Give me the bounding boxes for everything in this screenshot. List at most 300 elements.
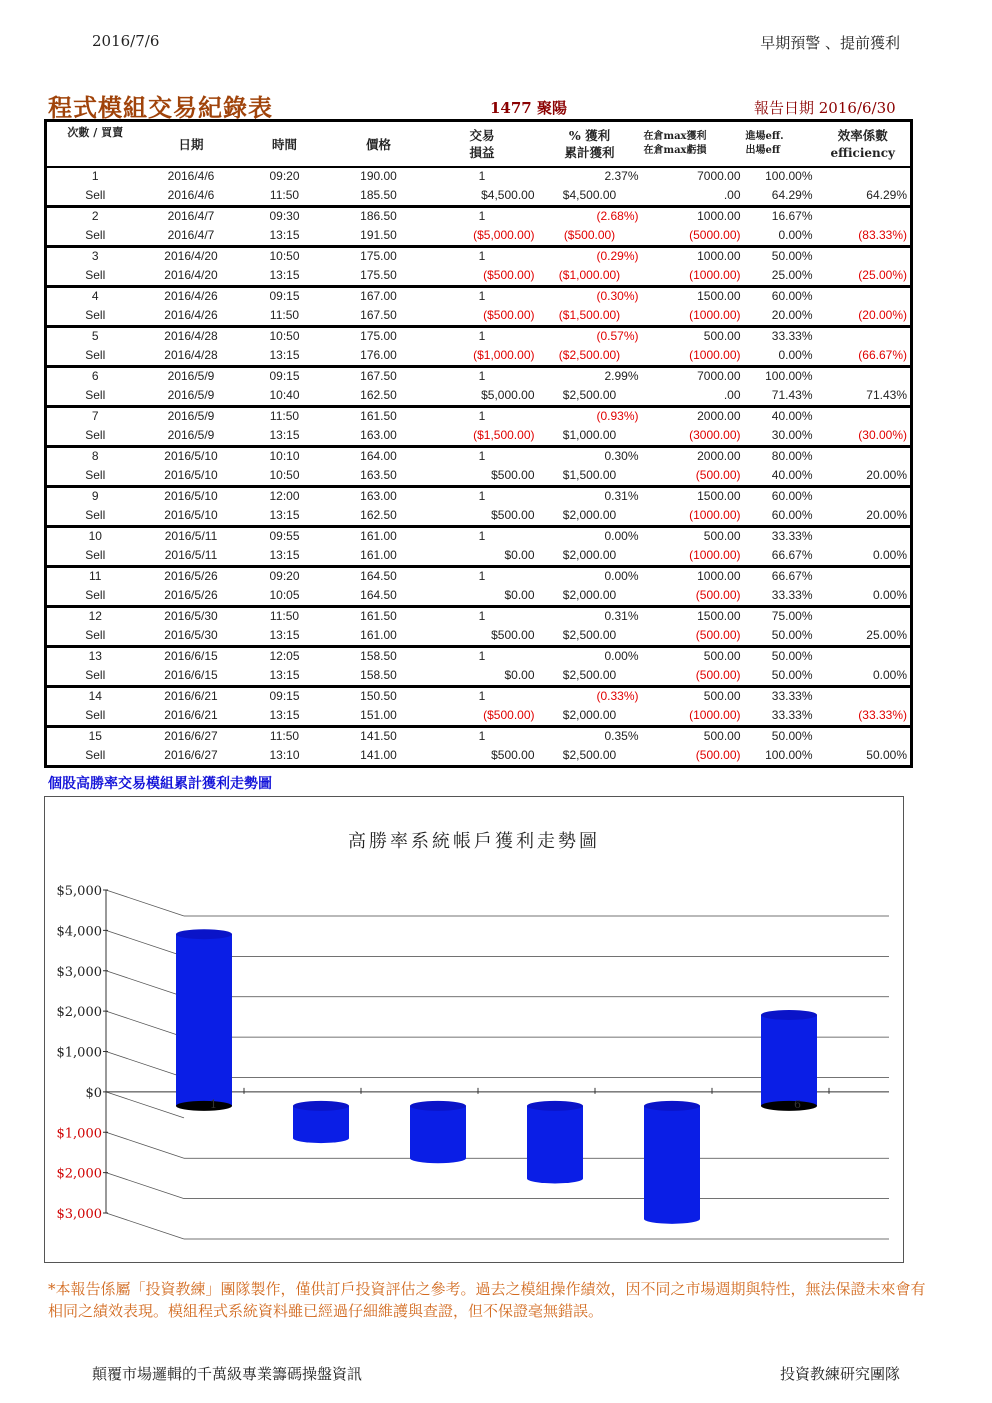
empty-cell: [816, 567, 912, 586]
trade-row-entry: [46, 247, 912, 266]
entry-date: 2016/5/10: [144, 447, 239, 466]
exit-date: 2016/6/21: [164, 708, 218, 722]
exit-price: 161.00: [360, 548, 397, 562]
bar-cap-bottom: [176, 1101, 232, 1111]
trade-pl: $500.00: [491, 748, 535, 762]
bar-cap-top: [761, 1010, 817, 1020]
col-no-side: 次數 / 買賣: [46, 121, 144, 168]
max-loss: .00: [723, 388, 741, 402]
efficiency-value: 20.00%: [866, 468, 907, 482]
trade-no: 14: [46, 687, 144, 706]
efficiency-value: 71.43%: [866, 388, 907, 402]
footer-right: 投資教練研究團隊: [779, 1365, 900, 1383]
entry-eff: 50.00%: [744, 727, 816, 746]
trade-row-entry: [46, 407, 912, 426]
depth-line: [106, 1132, 184, 1158]
quantity: 1: [427, 567, 538, 586]
exit-time: 13:15: [269, 548, 300, 562]
quantity: 1: [427, 247, 538, 266]
entry-time: 09:15: [239, 367, 331, 386]
bar-cap-bottom: [761, 1101, 817, 1111]
max-loss: (500.00): [695, 468, 741, 482]
quantity: 1: [427, 487, 538, 506]
exit-price: 176.00: [360, 348, 397, 362]
pct-return: 0.31%: [538, 487, 642, 506]
trade-row-entry: [46, 487, 912, 506]
entry-date: 2016/5/26: [144, 567, 239, 586]
quantity: 1: [427, 407, 538, 426]
depth-line: [106, 890, 184, 916]
exit-time: 10:05: [269, 588, 300, 602]
trade-pl: ($1,000.00): [473, 348, 535, 362]
side: Sell: [85, 308, 106, 322]
exit-price: 175.50: [360, 268, 397, 282]
entry-price: 150.50: [331, 687, 427, 706]
max-profit: 1000.00: [642, 207, 744, 226]
empty-cell: [816, 167, 912, 185]
exit-eff: 71.43%: [771, 388, 813, 402]
quantity: 1: [427, 527, 538, 546]
pct-return: 0.31%: [538, 607, 642, 626]
empty-cell: [816, 447, 912, 466]
exit-eff: 30.00%: [771, 428, 813, 442]
side: Sell: [85, 348, 106, 362]
col-date: 日期: [144, 121, 239, 168]
col-pct-cum: % 獲利 累計獲利: [538, 121, 642, 168]
max-loss: (1000.00): [689, 548, 741, 562]
exit-price: 158.50: [360, 668, 397, 682]
max-loss: (500.00): [695, 748, 741, 762]
exit-time: 11:50: [269, 308, 300, 322]
entry-date: 2016/4/20: [144, 247, 239, 266]
bar-cap-top: [293, 1101, 349, 1111]
exit-price: 191.50: [360, 228, 397, 242]
bar-cap-bottom: [527, 1173, 583, 1183]
empty-cell: [816, 687, 912, 706]
efficiency-value: (30.00%): [858, 428, 907, 442]
trade-row-entry: [46, 367, 912, 386]
bar-cap-top: [527, 1101, 583, 1111]
entry-time: 10:50: [239, 247, 331, 266]
cumulative-profit: ($1,500.00): [558, 308, 621, 322]
empty-cell: [816, 647, 912, 666]
col-trade-pl: 交易 損益: [427, 121, 538, 168]
efficiency-value: 20.00%: [866, 508, 907, 522]
trade-no: 15: [46, 727, 144, 746]
cumulative-profit: ($500.00): [563, 228, 616, 242]
empty-cell: [816, 247, 912, 266]
max-profit: 1500.00: [642, 287, 744, 306]
trade-pl: $500.00: [491, 628, 535, 642]
side: Sell: [85, 468, 106, 482]
entry-time: 12:00: [239, 487, 331, 506]
entry-date: 2016/4/28: [144, 327, 239, 346]
exit-time: 10:50: [269, 468, 300, 482]
cumulative-profit: ($1,000.00): [558, 268, 621, 282]
trade-no: 7: [46, 407, 144, 426]
trade-row-entry: [46, 607, 912, 626]
max-profit: 7000.00: [697, 169, 741, 183]
max-profit: 500.00: [642, 527, 744, 546]
trade-pl: $5,000.00: [481, 388, 535, 402]
entry-date: 2016/6/15: [144, 647, 239, 666]
exit-eff: 33.33%: [771, 708, 813, 722]
pct-return: (0.93%): [538, 407, 642, 426]
efficiency-value: 0.00%: [872, 588, 907, 602]
trade-row-exit: [46, 545, 912, 567]
quantity: 1: [427, 727, 538, 746]
side: Sell: [85, 668, 106, 682]
depth-line: [106, 1092, 184, 1118]
entry-date: 2016/5/9: [144, 407, 239, 426]
max-loss: (1000.00): [689, 508, 741, 522]
trade-no: 6: [46, 367, 144, 386]
trade-row-exit: [46, 385, 912, 407]
max-loss: (500.00): [695, 628, 741, 642]
trade-pl: $0.00: [504, 548, 535, 562]
trade-row-entry: [46, 687, 912, 706]
entry-eff: 16.67%: [744, 207, 816, 226]
exit-eff: 0.00%: [778, 228, 813, 242]
exit-price: 151.00: [360, 708, 397, 722]
trade-row-exit: [46, 265, 912, 287]
exit-date: 2016/5/11: [164, 548, 218, 562]
exit-time: 13:15: [269, 228, 300, 242]
pct-return: 2.99%: [538, 367, 642, 386]
empty-cell: [816, 607, 912, 626]
entry-eff: 80.00%: [744, 447, 816, 466]
trade-pl: $500.00: [491, 508, 535, 522]
trade-row-exit: [46, 505, 912, 527]
exit-date: 2016/6/15: [164, 668, 218, 682]
exit-time: 13:15: [269, 668, 300, 682]
entry-time: 11:50: [239, 407, 331, 426]
max-profit: 7000.00: [642, 367, 744, 386]
col-time: 時間: [239, 121, 331, 168]
col-max: 在倉max獲利 在倉max虧損: [642, 121, 744, 168]
cumulative-profit: $2,500.00: [562, 388, 617, 402]
entry-date: 2016/4/6: [167, 169, 215, 183]
empty-cell: [816, 287, 912, 306]
exit-date: 2016/5/26: [164, 588, 218, 602]
bar-body: [527, 1106, 583, 1179]
efficiency-value: (20.00%): [858, 308, 907, 322]
entry-time: 09:20: [269, 169, 300, 183]
empty-cell: [816, 727, 912, 746]
trade-no: 13: [46, 647, 144, 666]
max-profit: 2000.00: [642, 407, 744, 426]
y-tick-label: $1,000: [56, 1045, 102, 1061]
entry-date: 2016/6/27: [144, 727, 239, 746]
entry-time: 10:10: [239, 447, 331, 466]
trade-row-entry: [46, 287, 912, 306]
quantity: 1: [427, 367, 538, 386]
exit-eff: 66.67%: [771, 548, 813, 562]
max-profit: 500.00: [642, 687, 744, 706]
max-profit: 1000.00: [642, 247, 744, 266]
trade-row-exit: [46, 665, 912, 687]
trade-row-exit: [46, 745, 912, 767]
max-loss: (1000.00): [689, 308, 741, 322]
empty-cell: [816, 327, 912, 346]
exit-date: 2016/4/28: [164, 348, 218, 362]
max-profit: 500.00: [642, 727, 744, 746]
side: Sell: [85, 188, 106, 202]
trade-row-entry: [46, 447, 912, 466]
header-slogan: 早期預警 、提前獲利: [760, 34, 900, 52]
col-efficiency: 效率係數 efficiency: [816, 121, 912, 168]
entry-eff: 33.33%: [744, 687, 816, 706]
exit-price: 167.50: [360, 308, 397, 322]
trade-pl: ($1,500.00): [473, 428, 535, 442]
quantity: 1: [427, 447, 538, 466]
entry-time: 09:30: [239, 207, 331, 226]
pct-return: 0.35%: [538, 727, 642, 746]
trade-table: [44, 119, 913, 768]
table-header-row: [46, 121, 912, 168]
max-loss: (500.00): [695, 588, 741, 602]
depth-line: [106, 1173, 184, 1199]
exit-date: 2016/5/10: [164, 508, 218, 522]
quantity: 1: [427, 687, 538, 706]
stock-name: 1477 聚陽: [490, 99, 567, 117]
trade-no: 4: [46, 287, 144, 306]
exit-date: 2016/4/7: [167, 228, 215, 242]
side: Sell: [85, 708, 106, 722]
entry-eff: 75.00%: [744, 607, 816, 626]
efficiency-value: (66.67%): [858, 348, 907, 362]
y-tick-label: $2,000: [56, 1166, 102, 1182]
empty-cell: [816, 367, 912, 386]
exit-time: 13:10: [269, 748, 300, 762]
exit-price: 162.50: [360, 508, 397, 522]
entry-date: 2016/4/26: [144, 287, 239, 306]
cumulative-profit: $2,000.00: [562, 508, 617, 522]
pct-return: 0.00%: [538, 527, 642, 546]
entry-price: 167.00: [331, 287, 427, 306]
trade-no: 9: [46, 487, 144, 506]
entry-price: 161.00: [331, 527, 427, 546]
trade-row-entry: [46, 527, 912, 546]
trade-no: 11: [46, 567, 144, 586]
bar-body: [761, 1015, 817, 1106]
cumulative-profit: $2,500.00: [562, 668, 617, 682]
trade-row-exit: [46, 305, 912, 327]
depth-line: [106, 971, 184, 997]
trade-no: 3: [46, 247, 144, 266]
trade-row-exit: [46, 425, 912, 447]
cumulative-profit: $1,500.00: [562, 468, 617, 482]
depth-line: [106, 1011, 184, 1037]
efficiency-value: (25.00%): [858, 268, 907, 282]
entry-price: 161.50: [331, 607, 427, 626]
cumulative-profit: $4,500.00: [562, 188, 617, 202]
entry-eff: 33.33%: [744, 327, 816, 346]
entry-price: 161.50: [331, 407, 427, 426]
efficiency-value: 64.29%: [866, 188, 907, 202]
entry-price: 167.50: [331, 367, 427, 386]
depth-line: [106, 1213, 184, 1239]
entry-time: 09:20: [239, 567, 331, 586]
entry-eff: 40.00%: [744, 407, 816, 426]
max-loss: (1000.00): [689, 348, 741, 362]
exit-date: 2016/5/9: [167, 428, 215, 442]
entry-eff: 60.00%: [744, 487, 816, 506]
cumulative-profit: $2,000.00: [562, 588, 617, 602]
profit-trend-chart: [44, 796, 904, 1263]
efficiency-value: (83.33%): [858, 228, 907, 242]
exit-eff: 33.33%: [771, 588, 813, 602]
bar-cap-bottom: [293, 1133, 349, 1143]
entry-date: 2016/5/10: [144, 487, 239, 506]
entry-time: 11:50: [239, 727, 331, 746]
exit-price: 163.00: [360, 428, 397, 442]
bar-cap-top: [644, 1101, 700, 1111]
exit-time: 10:40: [269, 388, 300, 402]
trade-pl: $500.00: [491, 468, 535, 482]
entry-date: 2016/5/9: [144, 367, 239, 386]
exit-date: 2016/4/6: [167, 188, 215, 202]
side: Sell: [85, 428, 106, 442]
entry-date: 2016/5/30: [144, 607, 239, 626]
entry-price: 141.50: [331, 727, 427, 746]
trade-row-entry: [46, 207, 912, 226]
exit-time: 13:15: [269, 708, 300, 722]
max-profit: 1500.00: [642, 607, 744, 626]
disclaimer: *本報告係屬「投資教練」團隊製作，僅供訂戶投資評估之參考。過去之模組操作績效，因不同之市場週期與特性，無法保證未來會有相同之績效表現。模組程式系統資料雖已經過仔細維護與查證，但不保證毫無錯誤。: [48, 1280, 926, 1320]
exit-price: 162.50: [360, 388, 397, 402]
trade-pl: ($500.00): [483, 708, 535, 722]
cumulative-profit: $2,000.00: [562, 708, 617, 722]
exit-eff: 100.00%: [765, 748, 813, 762]
trade-row-exit: [46, 625, 912, 647]
efficiency-value: 0.00%: [872, 548, 907, 562]
pct-return: (0.33%): [538, 687, 642, 706]
pct-return: 2.37%: [604, 169, 639, 183]
chart-caption: 個股高勝率交易模組累計獲利走勢圖: [48, 776, 272, 792]
y-tick-label: $3,000: [56, 1207, 102, 1222]
bar-cap-bottom: [644, 1214, 700, 1224]
pct-return: 0.30%: [538, 447, 642, 466]
max-profit: 500.00: [642, 327, 744, 346]
exit-eff: 60.00%: [771, 508, 813, 522]
quantity: 1: [427, 287, 538, 306]
side: Sell: [85, 628, 106, 642]
pct-return: 0.00%: [538, 647, 642, 666]
entry-eff: 100.00%: [744, 367, 816, 386]
efficiency-value: (33.33%): [858, 708, 907, 722]
trade-row-entry: [46, 167, 912, 185]
trade-no: 2: [46, 207, 144, 226]
entry-time: 09:15: [239, 687, 331, 706]
chart-title: 高勝率系統帳戶獲利走勢圖: [348, 831, 600, 852]
entry-price: 158.50: [331, 647, 427, 666]
bar-body: [644, 1106, 700, 1219]
trade-pl: ($500.00): [483, 268, 535, 282]
exit-eff: 50.00%: [771, 668, 813, 682]
entry-price: 175.00: [331, 327, 427, 346]
entry-time: 10:50: [239, 327, 331, 346]
entry-price: 164.50: [331, 567, 427, 586]
entry-eff: 33.33%: [744, 527, 816, 546]
entry-eff: 50.00%: [744, 647, 816, 666]
y-tick-label: $5,000: [56, 884, 102, 899]
quantity: 1: [427, 647, 538, 666]
bar-cap-bottom: [410, 1153, 466, 1163]
pct-return: (0.29%): [538, 247, 642, 266]
entry-eff: 100.00%: [765, 169, 813, 183]
side: Sell: [85, 388, 106, 402]
trade-row-entry: [46, 327, 912, 346]
col-price: 價格: [331, 121, 427, 168]
exit-eff: 64.29%: [771, 188, 813, 202]
exit-eff: 50.00%: [771, 628, 813, 642]
exit-eff: 40.00%: [771, 468, 813, 482]
trade-pl: ($5,000.00): [473, 228, 535, 242]
exit-price: 185.50: [360, 188, 397, 202]
entry-date: 2016/6/21: [144, 687, 239, 706]
bar-body: [176, 934, 232, 1106]
exit-date: 2016/6/27: [164, 748, 218, 762]
quantity: 1: [427, 607, 538, 626]
exit-time: 11:50: [269, 188, 300, 202]
y-tick-label: $3,000: [56, 964, 102, 980]
exit-time: 13:15: [269, 348, 300, 362]
trade-row-exit: [46, 465, 912, 487]
bar-cap-top: [410, 1101, 466, 1111]
efficiency-value: 0.00%: [872, 668, 907, 682]
exit-price: 141.00: [360, 748, 397, 762]
pct-return: (0.30%): [538, 287, 642, 306]
entry-time: 09:15: [239, 287, 331, 306]
trade-row-entry: [46, 727, 912, 746]
header-date: 2016/7/6: [92, 32, 160, 50]
pct-return: (2.68%): [538, 207, 642, 226]
max-loss: (5000.00): [689, 228, 741, 242]
max-loss: (500.00): [695, 668, 741, 682]
trade-row-exit: [46, 585, 912, 607]
trade-row-exit: [46, 345, 912, 367]
trade-pl: $0.00: [504, 668, 535, 682]
exit-eff: 20.00%: [771, 308, 813, 322]
trade-pl: $0.00: [504, 588, 535, 602]
max-profit: 1000.00: [642, 567, 744, 586]
side: Sell: [85, 588, 106, 602]
exit-date: 2016/5/10: [164, 468, 218, 482]
empty-cell: [816, 527, 912, 546]
max-loss: .00: [723, 188, 741, 202]
footer-left: 顛覆市場邏輯的千萬級專業籌碼操盤資訊: [92, 1365, 363, 1383]
trade-pl: $4,500.00: [481, 188, 535, 202]
trade-no: 12: [46, 607, 144, 626]
trade-row-exit: [46, 225, 912, 247]
y-tick-label: $4,000: [56, 924, 102, 940]
y-tick-label: $0: [85, 1085, 102, 1101]
max-profit: 1500.00: [642, 487, 744, 506]
entry-eff: 66.67%: [744, 567, 816, 586]
entry-time: 12:05: [239, 647, 331, 666]
cumulative-profit: $1,000.00: [562, 428, 617, 442]
exit-date: 2016/4/20: [164, 268, 218, 282]
entry-time: 09:55: [239, 527, 331, 546]
trade-no: 10: [46, 527, 144, 546]
entry-eff: 50.00%: [744, 247, 816, 266]
exit-date: 2016/4/26: [164, 308, 218, 322]
exit-eff: 0.00%: [778, 348, 813, 362]
bar-cap-top: [176, 929, 232, 939]
empty-cell: [816, 207, 912, 226]
max-loss: (1000.00): [689, 268, 741, 282]
